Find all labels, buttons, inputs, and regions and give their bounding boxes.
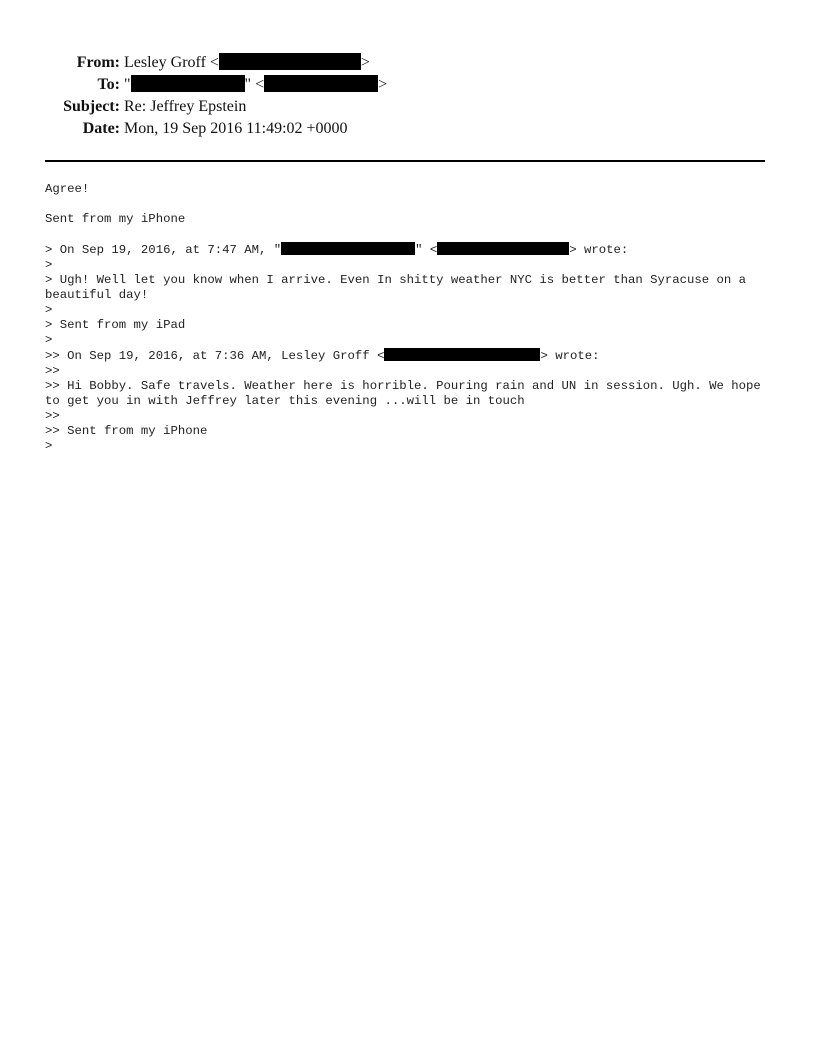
body-line: >> Hi Bobby. Safe travels. Weather here is horrible. Pouring rain and UN in session. Ugh. We hope to get you in with Jeffrey later this evening ...will be in touch	[45, 379, 769, 408]
header-divider	[45, 160, 765, 162]
from-value	[124, 52, 370, 74]
body-line: >	[45, 258, 53, 272]
body-line: >	[45, 333, 53, 347]
body-line: > Ugh! Well let you know when I arrive. Even In shitty weather NYC is better than Syracuse on a beautiful day!	[45, 273, 754, 302]
from-label: From:	[76, 54, 120, 71]
body-line: >	[45, 439, 53, 453]
redaction-box	[131, 75, 245, 92]
to-row	[0, 74, 816, 96]
quote-header-line	[45, 348, 775, 364]
redaction-box	[384, 348, 540, 361]
to-quote-mid: " <	[244, 76, 265, 93]
quote-header-mid: " <	[415, 243, 438, 257]
subject-label: Subject:	[63, 98, 120, 115]
body-line	[45, 227, 775, 242]
date-value: Mon, 19 Sep 2016 11:49:02 +0000	[124, 120, 348, 137]
quote-header-text: >> On Sep 19, 2016, at 7:36 AM, Lesley Groff <	[45, 349, 385, 363]
body-line	[45, 197, 775, 212]
body-line: >> Sent from my iPhone	[45, 424, 208, 438]
quote-header-line	[45, 242, 775, 258]
redaction-box	[219, 53, 361, 70]
body-line: >>	[45, 364, 60, 378]
redaction-box	[264, 75, 378, 92]
body-line: >	[45, 303, 53, 317]
body-line: >>	[45, 409, 60, 423]
subject-row	[0, 96, 816, 118]
subject-value: Re: Jeffrey Epstein	[124, 98, 247, 115]
body-line: > Sent from my iPad	[45, 318, 186, 332]
redaction-box	[281, 242, 415, 255]
quote-header-end: > wrote:	[540, 349, 600, 363]
to-quote-open: "	[124, 76, 131, 93]
quote-header-end: > wrote:	[569, 243, 629, 257]
from-name: Lesley Groff <	[124, 54, 219, 71]
email-header	[0, 52, 816, 140]
to-value	[124, 74, 387, 96]
from-row	[0, 52, 816, 74]
body-line: Sent from my iPhone	[45, 212, 186, 226]
to-label: To:	[97, 76, 120, 93]
date-label: Date:	[82, 120, 120, 137]
redaction-box	[437, 242, 569, 255]
quote-header-text: > On Sep 19, 2016, at 7:47 AM, "	[45, 243, 282, 257]
date-row	[0, 118, 816, 140]
email-body	[45, 182, 775, 454]
to-bracket: >	[378, 76, 388, 93]
from-bracket: >	[360, 54, 370, 71]
body-line: Agree!	[45, 182, 90, 196]
